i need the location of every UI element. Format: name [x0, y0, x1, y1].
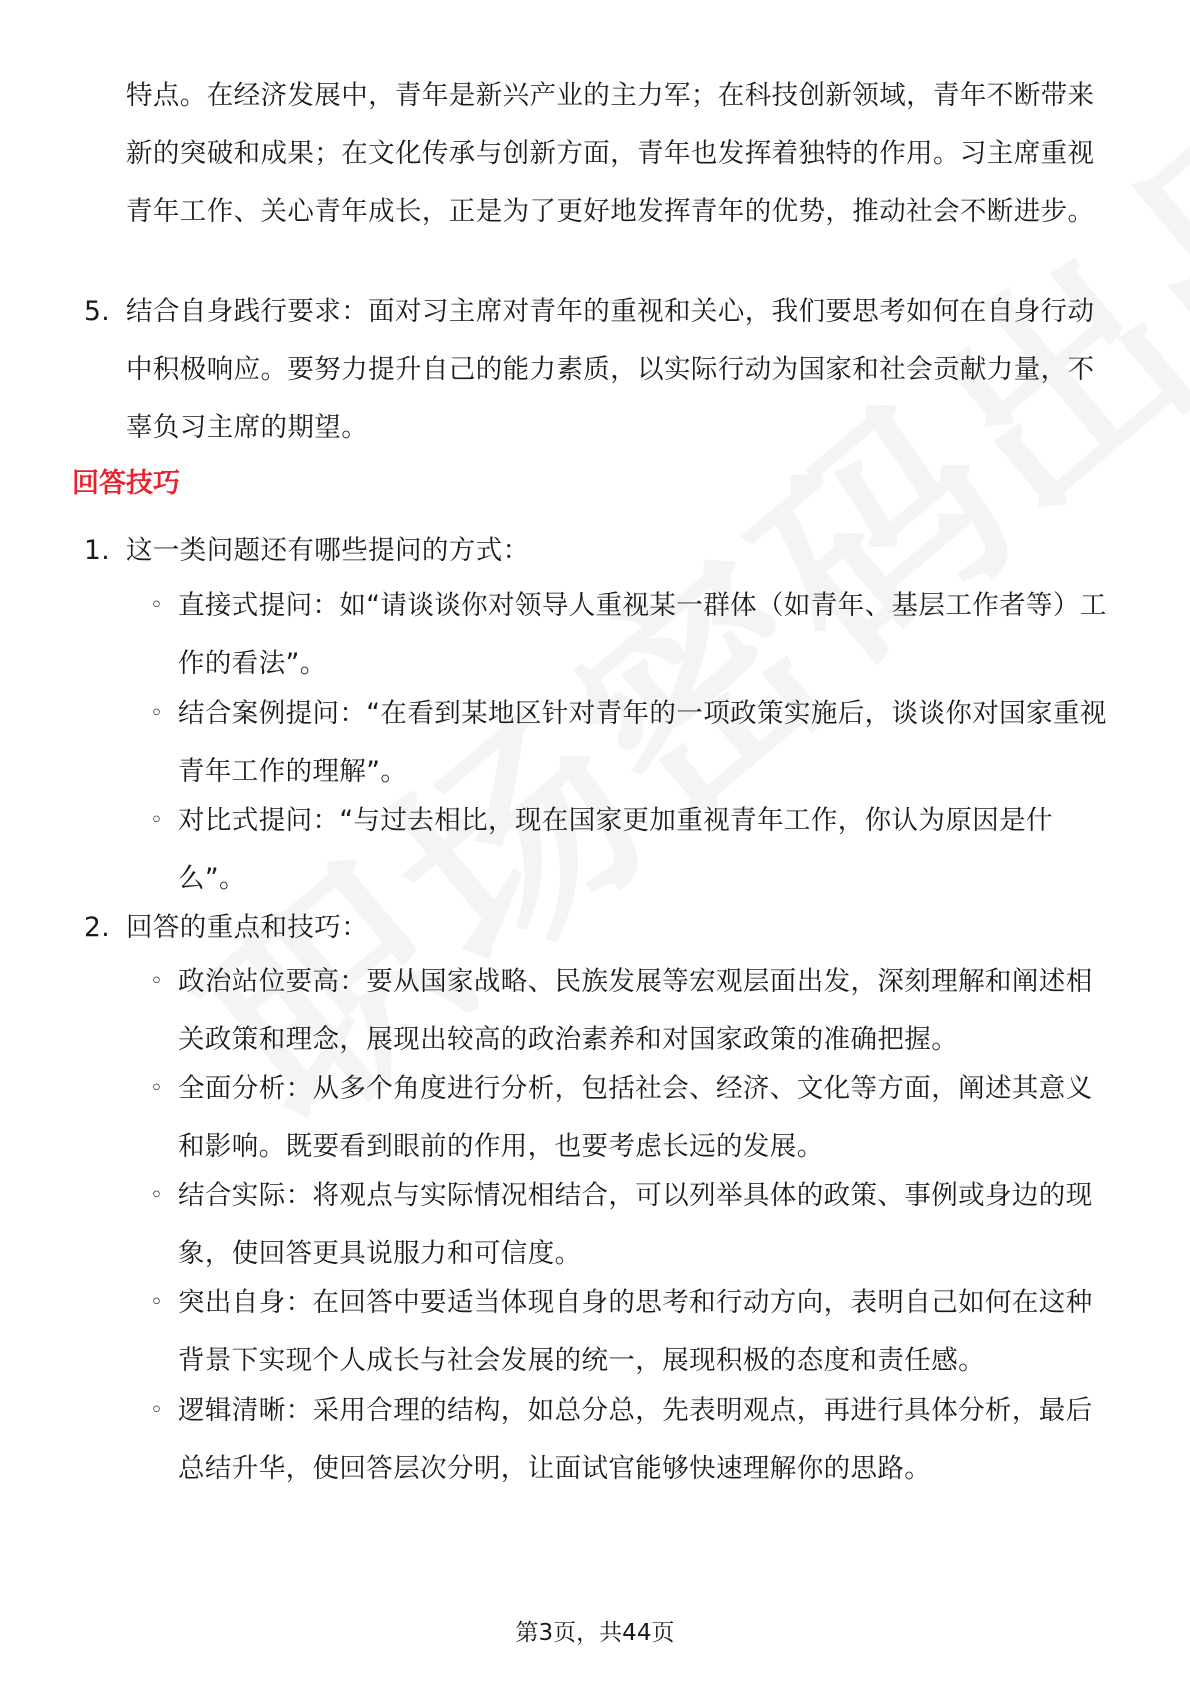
list-number: 2.: [84, 912, 111, 943]
bullet-item: [0, 1382, 1190, 1498]
bullet-text: 直接式提问：如“请谈谈你对领导人重视某一群体（如青年、基层工作者等）工作的看法”。: [178, 590, 1107, 679]
bullet-icon: ◦: [150, 701, 164, 726]
bullet-text: 逻辑清晰：采用合理的结构，如总分总，先表明观点，再进行具体分析，最后总结升华，使回答层次分明，让面试官能够快速理解你的思路。: [178, 1395, 1093, 1484]
bullet-item: [0, 577, 1190, 693]
section-title: 回答技巧: [72, 468, 180, 499]
bullet-item: [0, 1060, 1190, 1176]
bullet-item: [0, 1274, 1190, 1390]
bullet-text: 突出自身：在回答中要适当体现自身的思考和行动方向，表明自己如何在这种背景下实现个人成长与社会发展的统一，展现积极的态度和责任感。: [178, 1287, 1093, 1376]
bullet-item: [0, 1167, 1190, 1283]
list-number: 5.: [84, 296, 111, 327]
bullet-text: 全面分析：从多个角度进行分析，包括社会、经济、文化等方面，阐述其意义和影响。既要看到眼前的作用，也要考虑长远的发展。: [178, 1073, 1093, 1162]
page-number-footer: 第3页，共44页: [515, 1620, 675, 1646]
list-item-text: 这一类问题还有哪些提问的方式：: [126, 535, 530, 566]
bullet-text: 结合实际：将观点与实际情况相结合，可以列举具体的政策、事例或身边的现象，使回答更具说服力和可信度。: [178, 1180, 1093, 1269]
bullet-item: [0, 792, 1190, 908]
list-item-text: 回答的重点和技巧：: [126, 912, 369, 943]
bullet-icon: ◦: [150, 969, 164, 994]
bullet-text: 结合案例提问：“在看到某地区针对青年的一项政策实施后，谈谈你对国家重视青年工作的理解”。: [178, 698, 1107, 787]
list-item-1: [0, 522, 1190, 580]
bullet-icon: ◦: [150, 1398, 164, 1423]
list-item-text: 结合自身践行要求：面对习主席对青年的重视和关心，我们要思考如何在自身行动中积极响应。要努力提升自己的能力素质，以实际行动为国家和社会贡献力量，不辜负习主席的期望。: [126, 296, 1095, 443]
bullet-icon: ◦: [150, 808, 164, 833]
bullet-text: 对比式提问：“与过去相比，现在国家更加重视青年工作，你认为原因是什么”。: [178, 805, 1053, 894]
bullet-item: [0, 953, 1190, 1069]
list-item-2: [0, 899, 1190, 957]
list-number: 1.: [84, 535, 111, 566]
bullet-item: [0, 685, 1190, 801]
bullet-icon: ◦: [150, 1183, 164, 1208]
bullet-icon: ◦: [150, 593, 164, 618]
list-item-5: [0, 283, 1190, 457]
bullet-icon: ◦: [150, 1076, 164, 1101]
bullet-icon: ◦: [150, 1290, 164, 1315]
continuation-paragraph: 特点。在经济发展中，青年是新兴产业的主力军；在科技创新领域，青年不断带来新的突破和成果；在文化传承与创新方面，青年也发挥着独特的作用。习主席重视青年工作、关心青年成长，正是为了更好地发挥青年的优势，推动社会不断进步。: [126, 80, 1095, 227]
bullet-text: 政治站位要高：要从国家战略、民族发展等宏观层面出发，深刻理解和阐述相关政策和理念，展现出较高的政治素养和对国家政策的准确把握。: [178, 966, 1093, 1055]
